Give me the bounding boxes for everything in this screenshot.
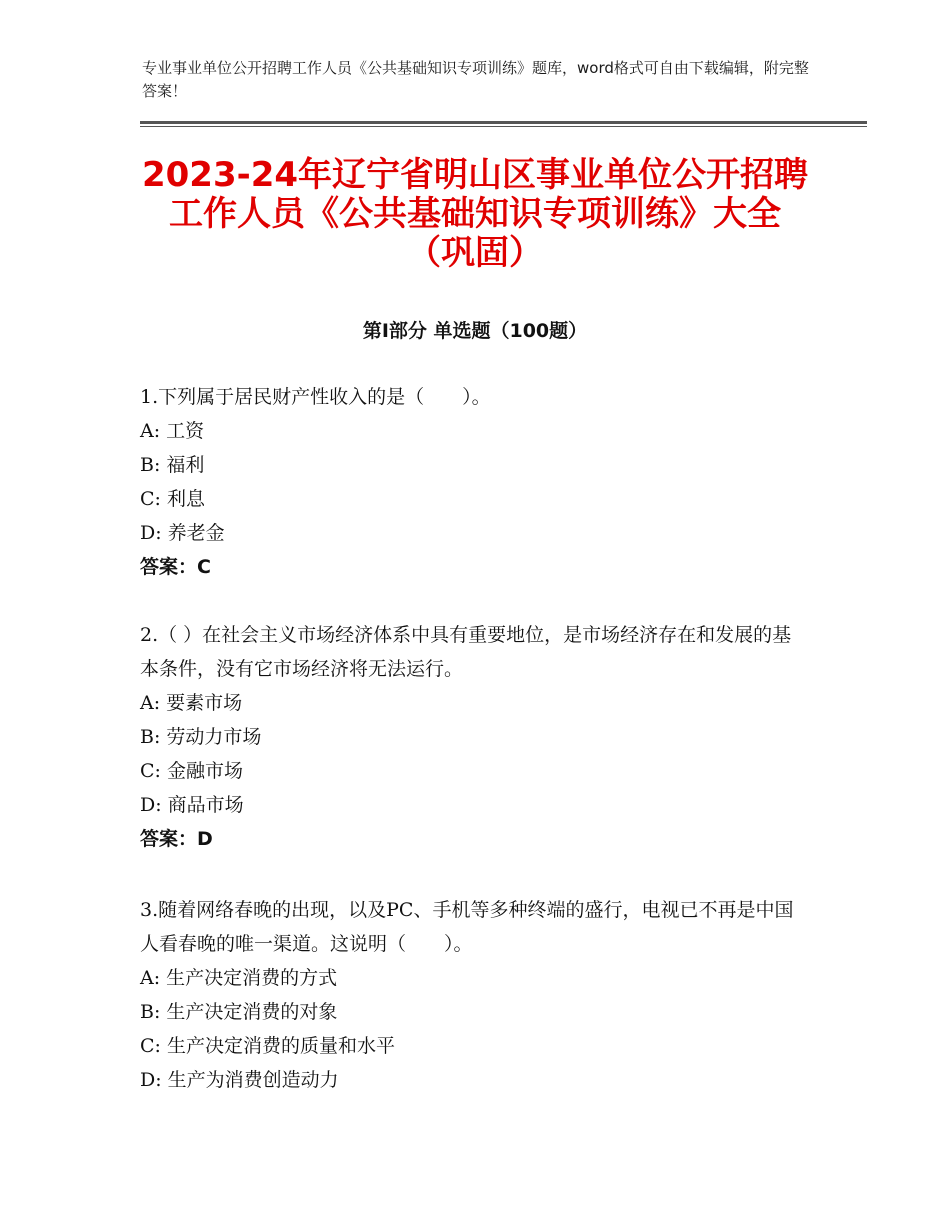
section-title: 第Ⅰ部分 单选题（100题） [362, 320, 588, 342]
option-c: C: 金融市场 [140, 760, 243, 782]
header-note: 专业事业单位公开招聘工作人员《公共基础知识专项训练》题库，word格式可自由下载编辑，附完整答案！ [142, 59, 809, 100]
option-d: D: 养老金 [140, 522, 225, 544]
header-rule-thin [140, 126, 867, 127]
question-2 [140, 618, 810, 856]
option-c: C: 利息 [140, 488, 205, 510]
question-stem: 1.下列属于居民财产性收入的是（ ）。 [140, 386, 491, 408]
answer: 答案：C [140, 556, 211, 578]
question-stem: 2.（ ）在社会主义市场经济体系中具有重要地位，是市场经济存在和发展的基本条件，没有它市场经济将无法运行。 [140, 624, 792, 680]
question-stem: 3.随着网络春晚的出现，以及PC、手机等多种终端的盛行，电视已不再是中国人看春晚的唯一渠道。这说明（ ）。 [140, 899, 794, 955]
header-rule-thick [140, 121, 867, 124]
option-c: C: 生产决定消费的质量和水平 [140, 1035, 395, 1057]
option-b: B: 生产决定消费的对象 [140, 1001, 338, 1023]
document-title: 2023-24年辽宁省明山区事业单位公开招聘工作人员《公共基础知识专项训练》大全（巩固） [141, 155, 809, 273]
question-1 [140, 380, 810, 584]
option-a: A: 要素市场 [140, 692, 243, 714]
option-b: B: 劳动力市场 [140, 726, 262, 748]
option-a: A: 生产决定消费的方式 [140, 967, 338, 989]
option-a: A: 工资 [140, 420, 205, 442]
option-b: B: 福利 [140, 454, 205, 476]
question-3 [140, 893, 810, 1097]
option-d: D: 生产为消费创造动力 [140, 1069, 339, 1091]
option-d: D: 商品市场 [140, 794, 244, 816]
answer: 答案：D [140, 828, 213, 850]
